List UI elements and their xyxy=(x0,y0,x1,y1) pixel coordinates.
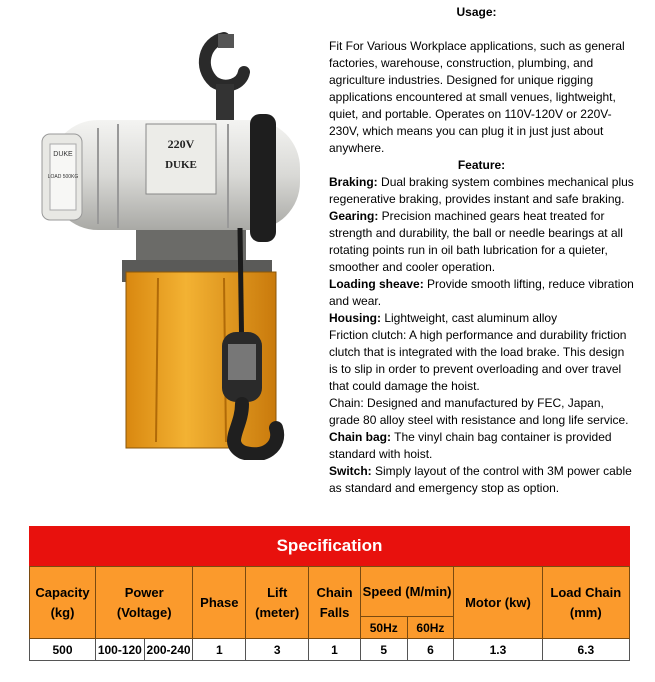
cell-power-b: 200-240 xyxy=(144,639,193,661)
electric-hoist-illustration xyxy=(28,28,320,460)
feature-item-gearing: Gearing: Precision machined gears heat treated for strength and durability, the ball or needle bearings at all rotating points run in oil bath lubrication for a quieter, smoother and cooler operation. xyxy=(329,209,623,274)
usage-heading: Usage: xyxy=(456,5,497,19)
header-lift: Lift (meter) xyxy=(246,567,309,639)
feature-item-housing: Housing: Lightweight, cast aluminum alloy xyxy=(329,311,558,325)
header-speed-50hz: 50Hz xyxy=(360,617,407,639)
table-row xyxy=(30,639,630,661)
cell-load-chain: 6.3 xyxy=(542,639,629,661)
header-speed-60hz: 60Hz xyxy=(407,617,454,639)
feature-list xyxy=(329,174,634,497)
cell-motor: 1.3 xyxy=(454,639,542,661)
cell-phase: 1 xyxy=(193,639,246,661)
cell-chain-falls: 1 xyxy=(309,639,361,661)
header-speed: Speed (M/min) xyxy=(360,567,453,617)
feature-heading: Feature: xyxy=(457,158,506,172)
side-label-load: LOAD 500KG xyxy=(47,174,79,180)
specification-table xyxy=(29,566,630,661)
cell-capacity: 500 xyxy=(30,639,96,661)
header-load-chain: Load Chain (mm) xyxy=(542,567,629,639)
feature-item-switch: Switch: Simply layout of the control with 3M power cable as standard and emergency stop as option. xyxy=(329,464,632,495)
cell-speed-50hz: 5 xyxy=(360,639,407,661)
side-label-brand: DUKE xyxy=(53,151,73,158)
feature-item-chain-bag: Chain bag: The vinyl chain bag container is provided standard with hoist. xyxy=(329,430,612,461)
description-column xyxy=(329,4,634,497)
motor-brand-label: DUKE xyxy=(165,159,197,171)
product-image xyxy=(28,28,320,460)
header-chain-falls: Chain Falls xyxy=(309,567,361,639)
feature-item-braking: Braking: Dual braking system combines mechanical plus regenerative braking, provides instant and safe braking. xyxy=(329,175,634,206)
usage-text: Fit For Various Workplace applications, such as general factories, warehouse, construction, plumbing, and agriculture industries. Designed for unique rigging applications encountered at small venues, lightweight, quiet, and portable. Operates on 110V-120V or 220V-230V, which means you can plug it in just just about anywhere. xyxy=(329,39,625,155)
feature-item-chain: Chain: Designed and manufactured by FEC, Japan, grade 80 alloy steel with resistance and long life service. xyxy=(329,396,629,427)
header-motor: Motor (kw) xyxy=(454,567,542,639)
cell-power-a: 100-120 xyxy=(95,639,144,661)
specification-title: Specification xyxy=(29,526,630,566)
motor-voltage-label: 220V xyxy=(167,137,195,151)
feature-item-loading-sheave: Loading sheave: Provide smooth lifting, reduce vibration and wear. xyxy=(329,277,634,308)
header-phase: Phase xyxy=(193,567,246,639)
header-power: Power (Voltage) xyxy=(95,567,192,639)
feature-item-friction-clutch: Friction clutch: A high performance and durability friction clutch that is integrated with the load brake. This design is to slip in order to prevent overloading and over travel that could damage the hoist. xyxy=(329,328,627,393)
cell-speed-60hz: 6 xyxy=(407,639,454,661)
header-capacity: Capacity (kg) xyxy=(30,567,96,639)
cell-lift: 3 xyxy=(246,639,309,661)
